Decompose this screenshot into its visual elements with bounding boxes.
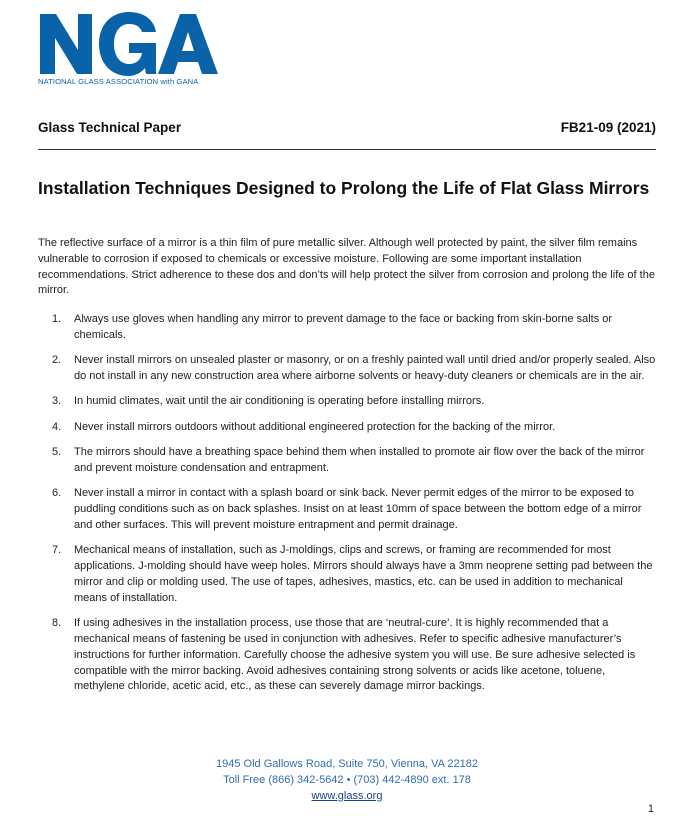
footer <box>0 756 694 804</box>
page-number: 1 <box>647 803 654 815</box>
logo-subtitle: NATIONAL GLASS ASSOCIATION with GANA <box>38 77 199 86</box>
footer-address: 1945 Old Gallows Road, Suite 750, Vienna, VA 22182 <box>216 758 478 770</box>
list-item <box>38 353 656 385</box>
list-item-text: Never install mirrors on unsealed plaster or masonry, or on a freshly painted wall until dried and/or properly sealed. Also do not install in any new construction area where airborne solvents or heavy-duty cleaners or chemicals are in the air. <box>74 354 656 382</box>
intro-paragraph: The reflective surface of a mirror is a thin film of pure metallic silver. Although well protected by paint, the silver film remains vulnerable to corrosion if exposed to chemicals or excessive moisture. Following are some important installation recommendations. Strict adherence to these dos and don’ts will help protect the silver from corrosion and prolong the life of the mirror. <box>38 237 655 297</box>
document-header <box>38 120 656 140</box>
nga-logo <box>38 12 238 92</box>
list-item <box>38 486 656 533</box>
footer-phones: Toll Free (866) 342-5642 • (703) 442-4890 ext. 178 <box>223 774 471 786</box>
paper-type-label: Glass Technical Paper <box>38 120 182 135</box>
list-item-number: 8. <box>52 617 62 630</box>
list-item-number: 3. <box>52 395 62 408</box>
list-item-number: 1. <box>52 313 62 325</box>
nga-logo-mark-icon <box>38 12 218 76</box>
page-title: Installation Techniques Designed to Prolong the Life of Flat Glass Mirrors <box>38 178 650 198</box>
document-code: FB21-09 (2021) <box>560 120 656 135</box>
list-item <box>38 394 656 410</box>
list-item-text: The mirrors should have a breathing space behind them when installed to promote air flow over the back of the mirror and prevent moisture condensation and entrapment. <box>74 446 645 474</box>
list-item <box>38 543 656 606</box>
list-item <box>38 616 656 695</box>
list-item-number: 7. <box>52 544 62 557</box>
list-item-text: Never install mirrors outdoors without additional engineered protection for the backing of the mirror. <box>74 420 556 433</box>
website-link[interactable]: www.glass.org <box>311 790 383 802</box>
recommendations-list <box>38 312 656 705</box>
list-item-number: 2. <box>52 354 62 367</box>
list-item-text: Mechanical means of installation, such as J-moldings, clips and screws, or framing are recommended for most applications. J-molding should have weep holes. Mirrors should always have a 3mm neoprene setting pad between the mirror and clip or molding used. The use of tapes, adhesives, mastics, etc. can be used in addition to mechanical means of installation. <box>74 544 653 604</box>
list-item-text: In humid climates, wait until the air conditioning is operating before installing mirrors. <box>74 395 485 408</box>
list-item-number: 6. <box>52 487 62 500</box>
list-item <box>38 445 656 477</box>
list-item-text: Never install a mirror in contact with a splash board or sink back. Never permit edges of the mirror to be exposed to puddling conditions such as on back splashes. Insist on at least 10mm of space between the bottom edge of a mirror and other surfaces. This will prevent moisture entrapment and permit drainage. <box>74 487 642 531</box>
list-item <box>38 312 656 344</box>
list-item <box>38 420 656 436</box>
list-item-text: Always use gloves when handling any mirror to prevent damage to the face or backing from skin-borne salts or chemicals. <box>74 313 613 341</box>
list-item-text: If using adhesives in the installation process, use those that are ‘neutral-cure’. It is highly recommended that a mechanical means of fastening be used in conjunction with adhesives. Refer to specific adhesive manufacturer’s instructions for further information. Carefully choose the adhesive system you will use. Be sure adhesive selected is compatible with the mirror backing. Avoid adhesives containing strong solvents or acids like acetone, toluene, methylene chloride, acetic acid, etc., as these can severely damage mirror backings. <box>74 617 636 693</box>
list-item-number: 5. <box>52 446 62 459</box>
list-item-number: 4. <box>52 420 62 433</box>
header-divider <box>38 149 656 150</box>
